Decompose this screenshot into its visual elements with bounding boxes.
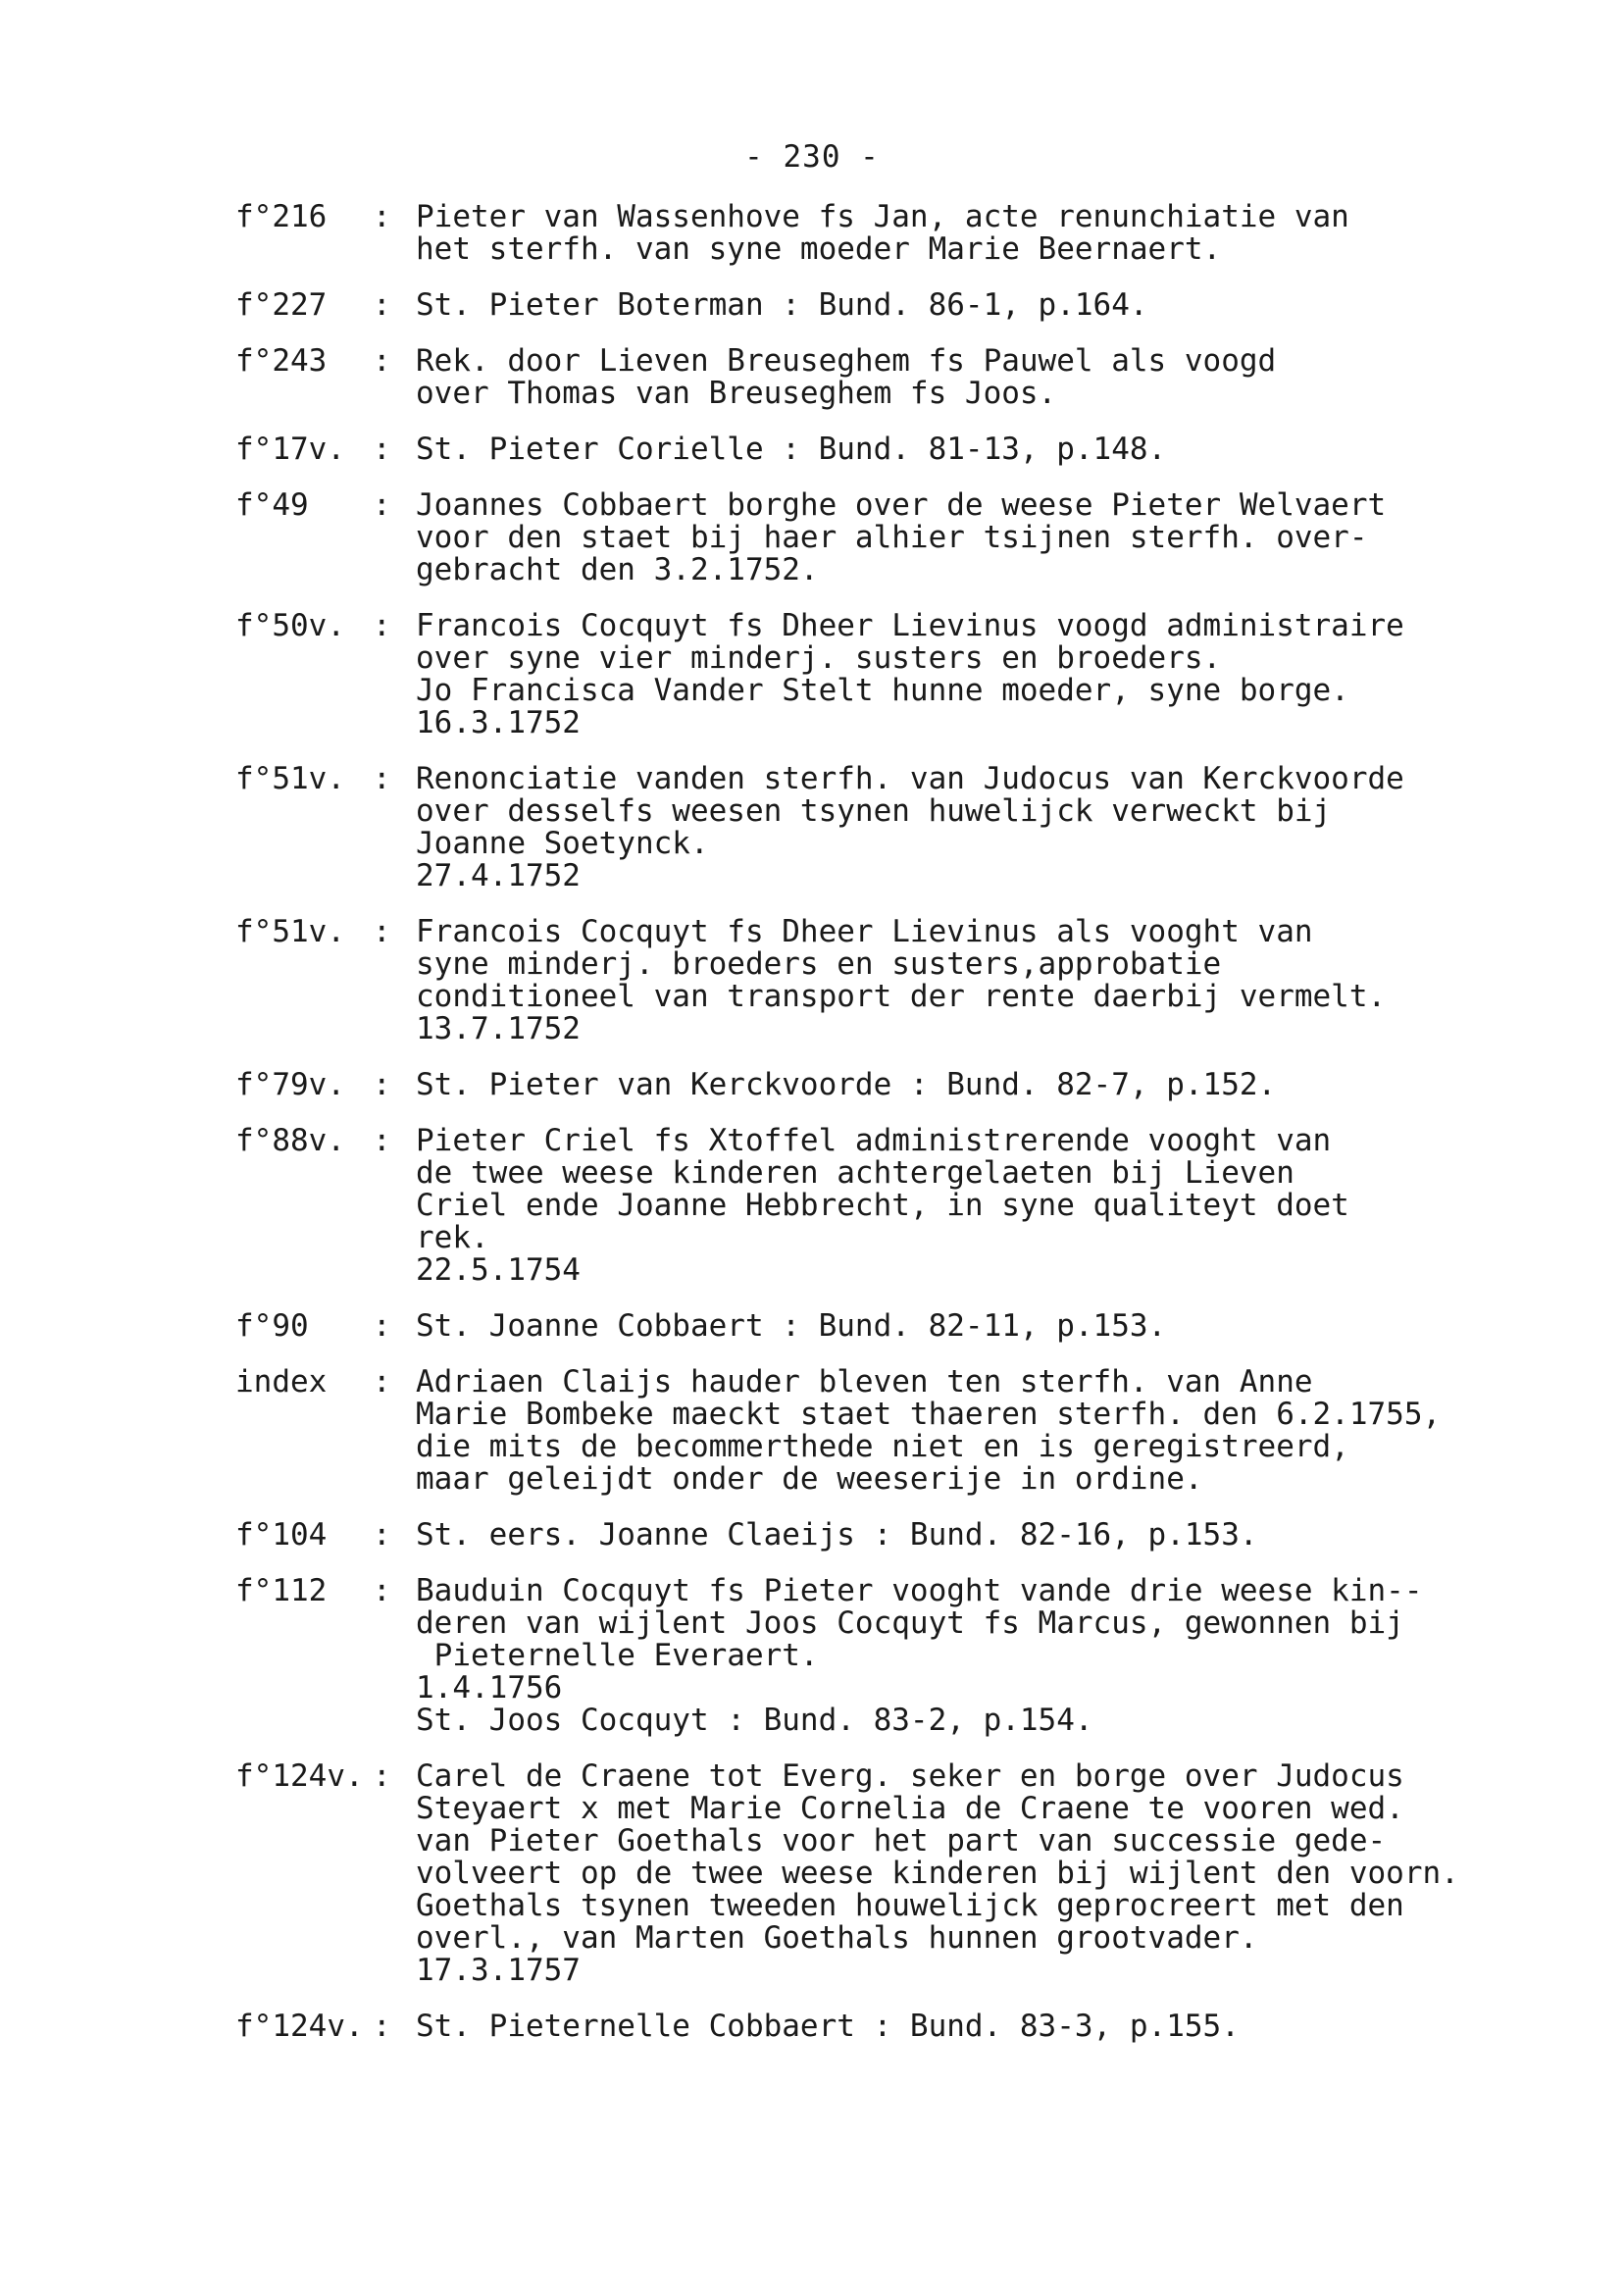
- entry-separator: :: [373, 1067, 391, 1102]
- entry-separator: :: [373, 761, 391, 796]
- entry-line: St. Pieter van Kerckvoorde : Bund. 82-7, p.152.: [416, 1067, 1277, 1102]
- entry-line: volveert op de twee weese kinderen bij wijlent den voorn.: [416, 1856, 1459, 1891]
- entry: [235, 489, 1540, 586]
- entry-text: [416, 1069, 1540, 1101]
- entry-line: 17.3.1757: [416, 1953, 581, 1988]
- entry-text: [416, 1310, 1540, 1343]
- entry-line: over desselfs weesen tsynen huwelijck verweckt bij: [416, 793, 1332, 829]
- entry-text: [416, 1519, 1540, 1552]
- entry-line: 13.7.1752: [416, 1011, 581, 1046]
- entry-line: 1.4.1756: [416, 1670, 563, 1706]
- entry-folio: f°51v.: [235, 761, 345, 796]
- entry-line: St. Joanne Cobbaert : Bund. 82-11, p.153.: [416, 1308, 1167, 1344]
- entry-folio: f°216: [235, 199, 328, 234]
- entry-line: overl., van Marten Goethals hunnen grootvader.: [416, 1920, 1258, 1956]
- entry-separator: :: [373, 287, 391, 323]
- entry-line: St. Joos Cocquyt : Bund. 83-2, p.154.: [416, 1703, 1093, 1738]
- entry-line: Renonciatie vanden sterfh. van Judocus van Kerckvoorde: [416, 761, 1404, 796]
- entry: [235, 610, 1540, 739]
- entry-line: Steyaert x met Marie Cornelia de Craene te vooren wed.: [416, 1791, 1404, 1826]
- entry-text: [416, 433, 1540, 466]
- entry-list: [235, 201, 1540, 2066]
- entry-line: 27.4.1752: [416, 858, 581, 893]
- entry-text: [416, 610, 1540, 739]
- entry: [235, 433, 1540, 466]
- entry-text: [416, 201, 1540, 266]
- entry: [235, 289, 1540, 322]
- entry-line: de twee weese kinderen achtergelaeten bij Lieven: [416, 1155, 1294, 1191]
- entry-folio: f°51v.: [235, 914, 345, 949]
- entry-line: Rek. door Lieven Breuseghem fs Pauwel als voogd: [416, 343, 1277, 379]
- entry-separator: :: [373, 1123, 391, 1158]
- entry-separator: :: [373, 1308, 391, 1344]
- entry-folio: f°17v.: [235, 432, 345, 467]
- entry-folio: f°124v.: [235, 1758, 364, 1794]
- entry-line: Jo Francisca Vander Stelt hunne moeder, syne borge.: [416, 673, 1349, 708]
- entry-text: [416, 489, 1540, 586]
- entry-line: 22.5.1754: [416, 1252, 581, 1288]
- entry-line: rek.: [416, 1220, 489, 1255]
- page-number: - 230 -: [744, 139, 880, 175]
- entry-folio: f°112: [235, 1573, 328, 1608]
- entry-separator: :: [373, 343, 391, 379]
- entry: [235, 916, 1540, 1045]
- entry-line: over Thomas van Breuseghem fs Joos.: [416, 376, 1057, 411]
- entry-folio: f°90: [235, 1308, 309, 1344]
- entry-separator: :: [373, 199, 391, 234]
- entry-line: Bauduin Cocquyt fs Pieter vooght vande drie weese kin--: [416, 1573, 1423, 1608]
- entry-line: Pieter van Wassenhove fs Jan, acte renunchiatie van: [416, 199, 1349, 234]
- entry-line: syne minderj. broeders en susters,approbatie: [416, 946, 1222, 982]
- entry: [235, 1125, 1540, 1287]
- entry-text: [416, 1125, 1540, 1287]
- entry-line: Carel de Craene tot Everg. seker en borge over Judocus: [416, 1758, 1404, 1794]
- entry-line: Goethals tsynen tweeden houwelijck geprocreert met den: [416, 1888, 1404, 1923]
- entry-line: Criel ende Joanne Hebbrecht, in syne qualiteyt doet: [416, 1188, 1349, 1223]
- entry-folio: f°124v.: [235, 2009, 364, 2044]
- entry-folio: f°243: [235, 343, 328, 379]
- entry-text: [416, 1575, 1540, 1737]
- entry-separator: :: [373, 914, 391, 949]
- entry-line: Adriaen Claijs hauder bleven ten sterfh. van Anne: [416, 1364, 1313, 1400]
- entry-line: Pieternelle Everaert.: [416, 1638, 819, 1673]
- entry-folio: f°104: [235, 1517, 328, 1553]
- entry: [235, 1310, 1540, 1343]
- entry-line: die mits de becommerthede niet en is geregistreerd,: [416, 1429, 1349, 1464]
- entry: [235, 1760, 1540, 1987]
- entry-line: 16.3.1752: [416, 705, 581, 740]
- entry-line: Pieter Criel fs Xtoffel administrerende vooght van: [416, 1123, 1332, 1158]
- entry-line: over syne vier minderj. susters en broeders.: [416, 640, 1222, 676]
- entry: [235, 1366, 1540, 1496]
- entry-line: het sterfh. van syne moeder Marie Beernaert.: [416, 231, 1222, 267]
- entry-line: Francois Cocquyt fs Dheer Lievinus voogd administraire: [416, 608, 1404, 643]
- entry-text: [416, 2011, 1540, 2043]
- entry: [235, 1069, 1540, 1101]
- entry-separator: :: [373, 432, 391, 467]
- entry: [235, 1519, 1540, 1552]
- entry-line: St. Pieter Corielle : Bund. 81-13, p.148.: [416, 432, 1167, 467]
- entry: [235, 201, 1540, 266]
- entry-folio: f°49: [235, 487, 309, 523]
- entry: [235, 2011, 1540, 2043]
- entry-line: St. Pieternelle Cobbaert : Bund. 83-3, p.155.: [416, 2009, 1240, 2044]
- entry-separator: :: [373, 2009, 391, 2044]
- entry-separator: :: [373, 1573, 391, 1608]
- entry-line: Joanne Soetynck.: [416, 826, 709, 861]
- entry-line: St. Pieter Boterman : Bund. 86-1, p.164.: [416, 287, 1148, 323]
- entry-line: deren van wijlent Joos Cocquyt fs Marcus, gewonnen bij: [416, 1605, 1404, 1641]
- entry-line: voor den staet bij haer alhier tsijnen sterfh. over-: [416, 520, 1368, 555]
- entry-line: maar geleijdt onder de weeserije in ordine.: [416, 1461, 1203, 1497]
- entry-text: [416, 345, 1540, 410]
- entry-separator: :: [373, 608, 391, 643]
- entry-separator: :: [373, 1517, 391, 1553]
- entry-folio: f°79v.: [235, 1067, 345, 1102]
- entry-line: Joannes Cobbaert borghe over de weese Pieter Welvaert: [416, 487, 1387, 523]
- entry-line: conditioneel van transport der rente daerbij vermelt.: [416, 979, 1387, 1014]
- entry-folio: f°227: [235, 287, 328, 323]
- entry-text: [416, 763, 1540, 892]
- entry-text: [416, 1760, 1540, 1987]
- entry-line: Francois Cocquyt fs Dheer Lievinus als vooght van: [416, 914, 1313, 949]
- entry-text: [416, 289, 1540, 322]
- entry-line: Marie Bombeke maeckt staet thaeren sterfh. den 6.2.1755,: [416, 1397, 1442, 1432]
- entry-folio: index: [235, 1364, 328, 1400]
- entry-line: St. eers. Joanne Claeijs : Bund. 82-16, p.153.: [416, 1517, 1258, 1553]
- entry-separator: :: [373, 1758, 391, 1794]
- entry: [235, 1575, 1540, 1737]
- entry: [235, 763, 1540, 892]
- entry-folio: f°88v.: [235, 1123, 345, 1158]
- entry: [235, 345, 1540, 410]
- entry-separator: :: [373, 1364, 391, 1400]
- entry-text: [416, 916, 1540, 1045]
- entry-line: van Pieter Goethals voor het part van successie gede-: [416, 1823, 1387, 1858]
- entry-folio: f°50v.: [235, 608, 345, 643]
- entry-line: gebracht den 3.2.1752.: [416, 552, 819, 587]
- entry-separator: :: [373, 487, 391, 523]
- entry-text: [416, 1366, 1540, 1496]
